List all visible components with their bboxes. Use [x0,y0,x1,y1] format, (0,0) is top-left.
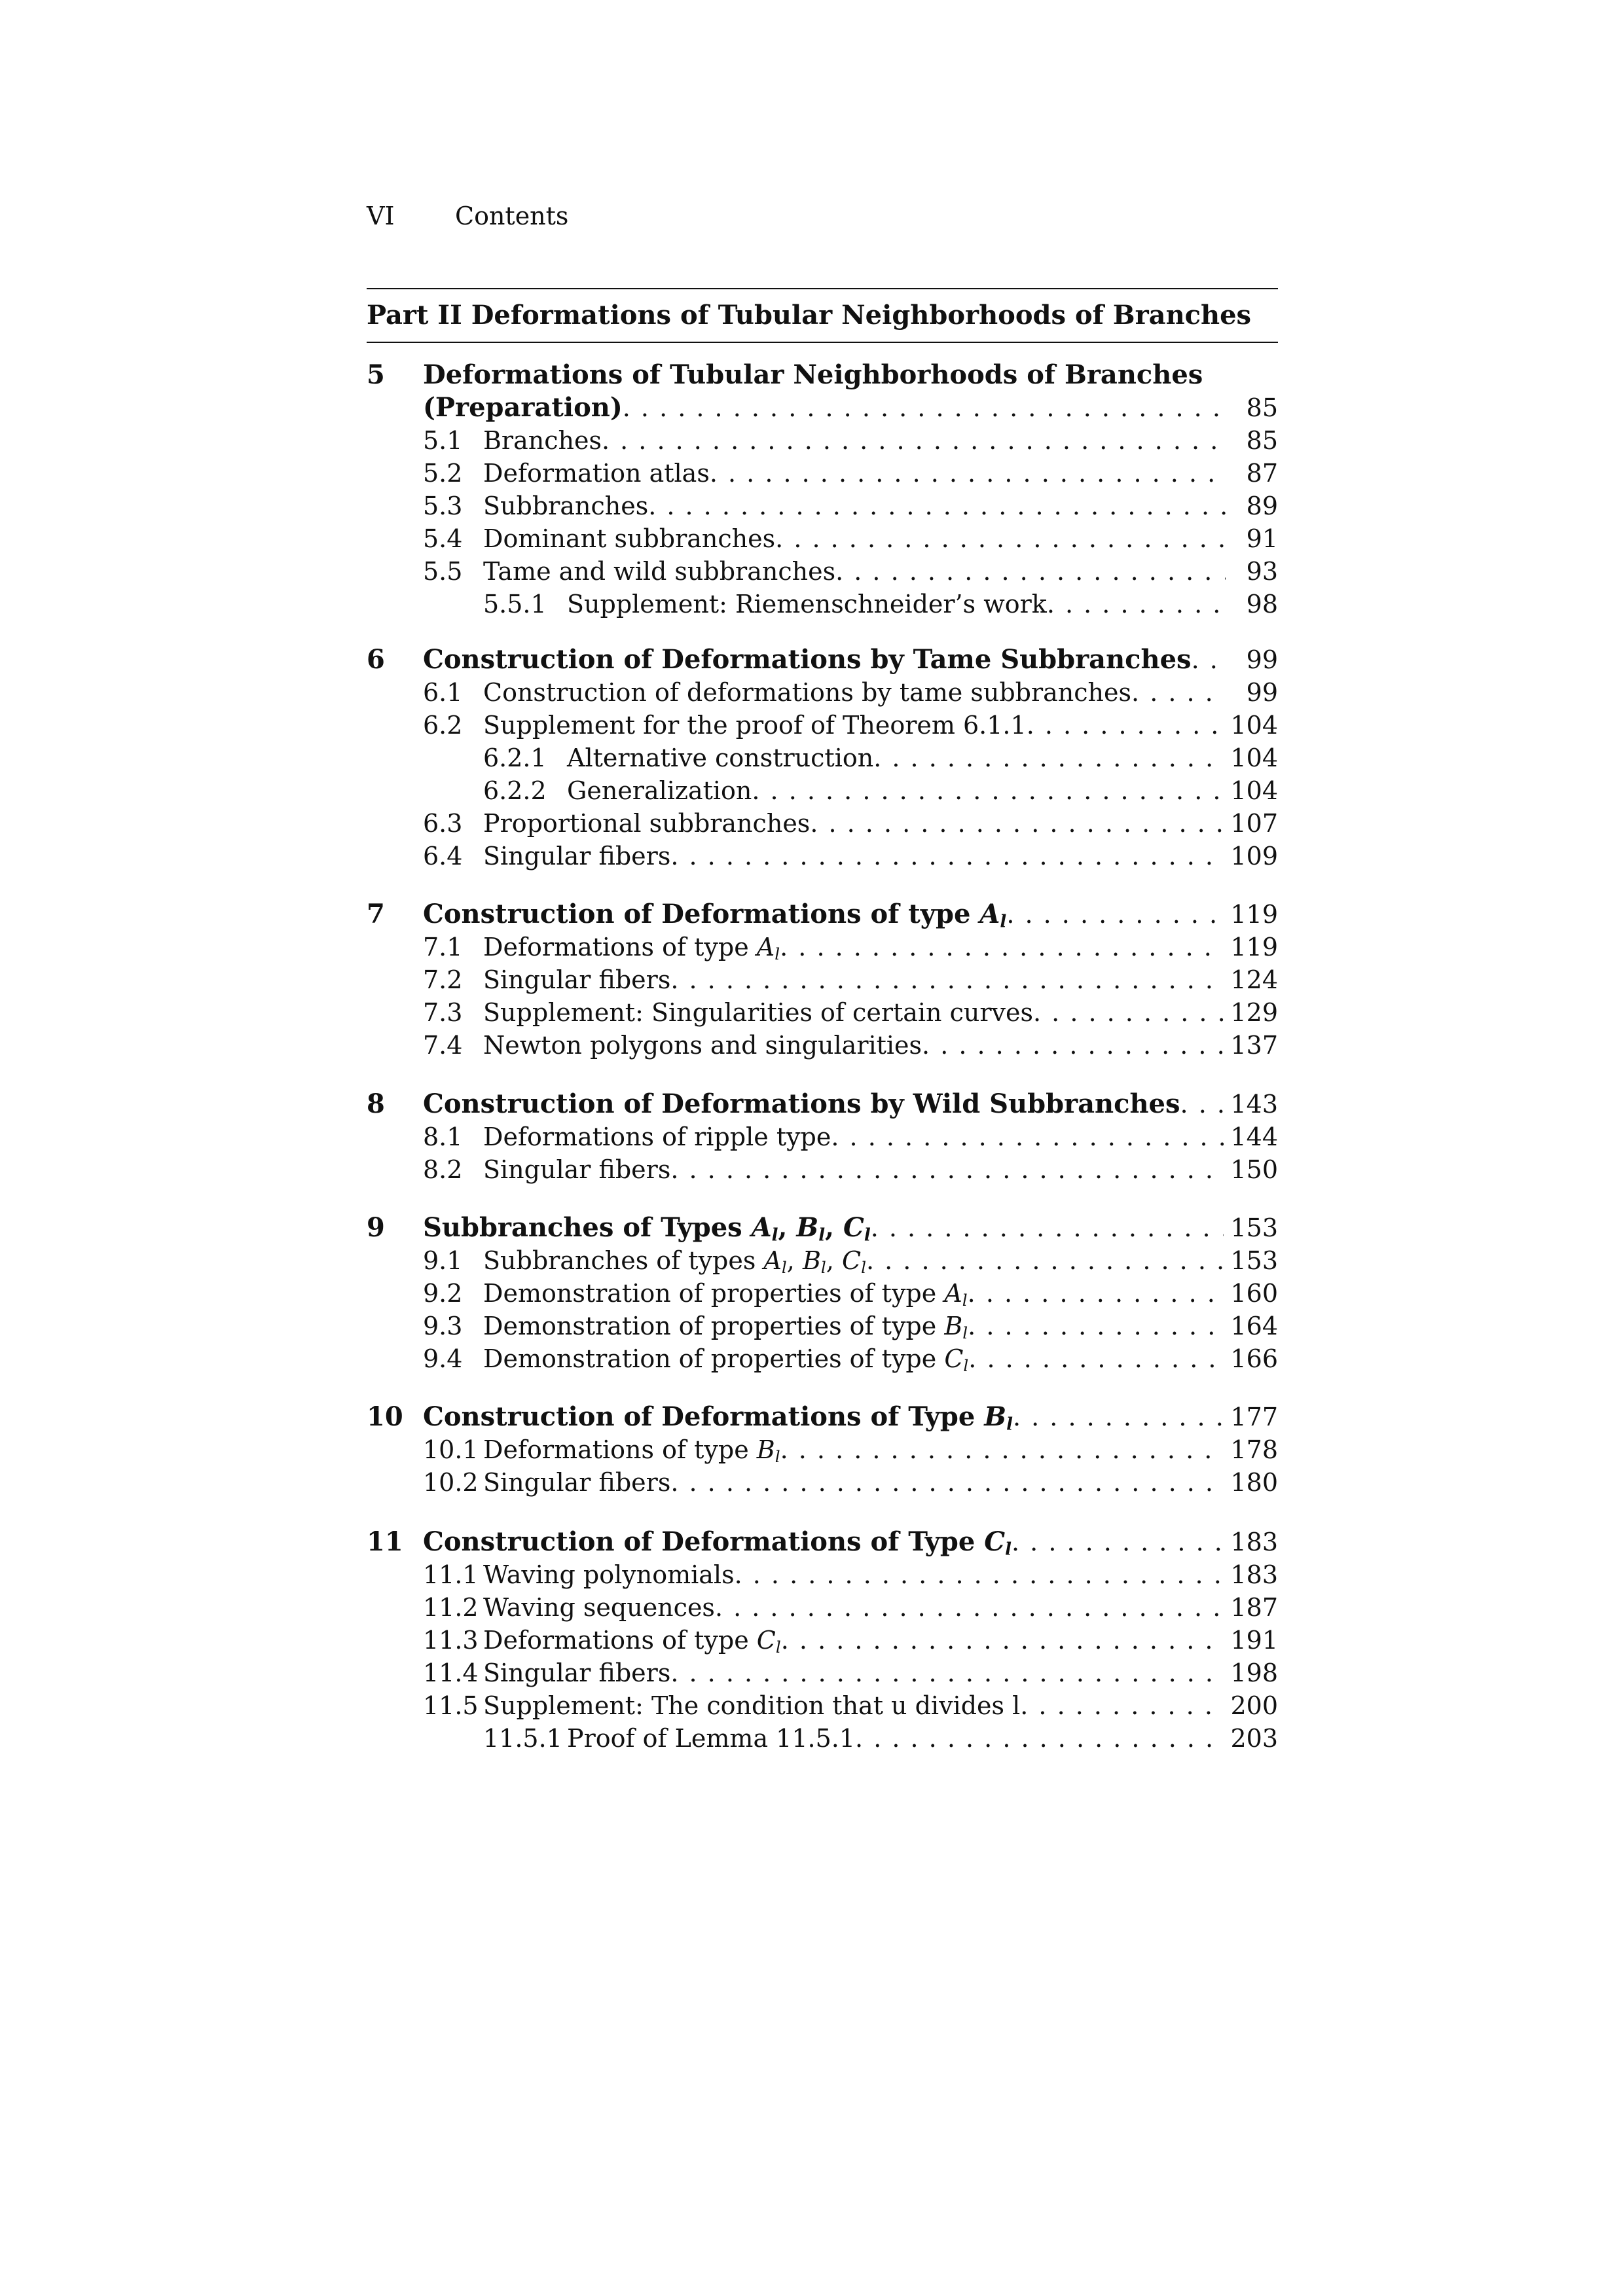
page-ref: 153 [1230,1213,1278,1242]
section-row [367,1153,1278,1186]
page-ref: 164 [1230,1312,1278,1340]
entry-line [483,1029,1278,1062]
leader-dots [866,1244,1224,1277]
page-ref: 178 [1230,1435,1278,1464]
page-ref: 198 [1230,1659,1278,1687]
entry-title: Construction of Deformations of Type $B_l$ [423,1401,1013,1435]
section-number: 6.1 [423,678,463,707]
entry-line [483,490,1278,522]
entry-title: Supplement: Riemenschneider’s work [567,590,1047,619]
entry-title: Construction of Deformations of type $A_l$ [423,899,1007,932]
entry-line [483,709,1278,742]
section-number: 5.4 [423,524,463,553]
entry-title: Construction of Deformations of Type $C_l$ [423,1526,1012,1560]
section-row [367,490,1278,522]
leader-dots [735,1558,1224,1591]
section-number: 9.2 [423,1279,463,1308]
leader-dots [670,1466,1224,1499]
leader-dots [871,1211,1224,1244]
leader-dots [710,457,1226,490]
running-title: Contents [455,202,569,230]
chapter-number: 9 [367,1212,385,1243]
page-ref: 119 [1230,933,1278,961]
chapter-number: 6 [367,644,385,675]
math-variable: $A_l$ [756,933,780,964]
section-row [367,931,1278,963]
section-number: 5.3 [423,492,463,520]
entry-line [423,1088,1278,1121]
math-subscript: l [962,1323,968,1343]
entry-title: Alternative construction [567,744,874,772]
entry-title: Proof of Lemma 11.5.1 [567,1724,856,1753]
section-row [367,1466,1278,1499]
subsection-row [367,1722,1278,1755]
math-subscript: l [775,944,780,964]
section-row [367,1310,1278,1342]
page-ref: 89 [1246,492,1278,520]
subsection-row [367,774,1278,807]
page-ref: 85 [1246,393,1278,422]
leader-dots [968,1277,1224,1310]
section-row [367,840,1278,872]
entry-title: Demonstration of properties of type $B_l$ [483,1312,968,1343]
section-number: 7.2 [423,965,463,994]
section-row [367,1624,1278,1657]
leader-dots [780,1433,1224,1466]
math-subscript: l [781,1258,787,1278]
leader-dots [968,1310,1224,1342]
leader-dots [775,522,1226,555]
entry-title: Singular fibers [483,965,671,994]
chapter-number: 7 [367,899,385,929]
entry-title: Deformations of type $A_l$ [483,933,780,964]
page-ref: 93 [1246,557,1278,586]
section-row [367,807,1278,840]
math-subscript: l [1005,1539,1012,1560]
section-row [367,1342,1278,1375]
page-ref: 160 [1230,1279,1278,1308]
subsection-row [367,742,1278,774]
entry-line [423,1526,1278,1558]
chapter-number: 11 [367,1526,403,1557]
leader-dots [1027,709,1224,742]
section-number: 6.3 [423,809,463,838]
section-row [367,1591,1278,1624]
section-number: 8.1 [423,1122,463,1151]
leader-dots [1180,1088,1224,1121]
entry-line [483,1342,1278,1375]
math-subscript: l [864,1225,871,1246]
entry-line [483,840,1278,872]
section-number: 11.5.1 [483,1724,562,1753]
entry-title: Construction of Deformations by Tame Subbranches [423,644,1192,675]
section-number: 7.3 [423,998,463,1027]
entry-title: Dominant subbranches [483,524,776,553]
chapter-row [367,1526,1278,1558]
leader-dots [1020,1689,1224,1722]
leader-dots [670,840,1224,872]
section-row [367,676,1278,709]
leader-dots [968,1342,1224,1375]
math-variable: $C_l$ [841,1246,866,1278]
entry-title: Proportional subbranches [483,809,811,838]
leader-dots [670,963,1224,996]
math-subscript: l [1006,1414,1013,1435]
math-variable: $B_l$ [944,1312,968,1343]
page-ref: 200 [1230,1691,1278,1720]
entry-line [483,996,1278,1029]
leader-dots [810,807,1224,840]
chapter-number: 8 [367,1088,385,1119]
page-ref: 104 [1230,711,1278,740]
page-ref: 99 [1246,645,1278,674]
leader-dots [831,1121,1224,1153]
entry-line [483,1310,1278,1342]
entry-title: Supplement: Singularities of certain curves [483,998,1033,1027]
section-number: 5.1 [423,426,463,455]
page-ref: 87 [1246,459,1278,488]
section-number: 6.2.2 [483,776,547,805]
math-variable: $B_l$ [756,1435,780,1467]
entry-line [483,676,1278,709]
leader-dots [873,742,1224,774]
entry-line [483,1624,1278,1657]
chapter-row [367,1401,1278,1433]
leader-dots [855,1722,1224,1755]
entry-title: Deformations of ripple type [483,1122,831,1151]
entry-title: Subbranches [483,492,649,520]
entry-line [423,898,1278,931]
page-ref: 177 [1230,1403,1278,1431]
chapter-number: 5 [367,359,385,390]
leader-dots [1131,676,1226,709]
section-row [367,1689,1278,1722]
entry-line [423,1401,1278,1433]
math-variable: $C_l$ [756,1626,781,1657]
entry-line [483,522,1278,555]
page-ref: 203 [1230,1724,1278,1753]
entry-title: Construction of Deformations by Wild Subbranches [423,1088,1180,1119]
section-number: 9.3 [423,1312,463,1340]
page-ref: 187 [1230,1593,1278,1622]
entry-title: Subbranches of types $A_l$, $B_l$, $C_l$ [483,1246,866,1278]
section-row [367,1558,1278,1591]
leader-dots [670,1657,1224,1689]
page-ref: 137 [1230,1031,1278,1060]
entry-title: Branches [483,426,602,455]
leader-dots [781,1624,1224,1657]
section-row [367,1244,1278,1277]
page-ref: 109 [1230,842,1278,870]
entry-title: Deformations of type $B_l$ [483,1435,780,1467]
entry-line [483,1433,1278,1466]
section-row [367,996,1278,1029]
entry-title: Generalization [567,776,752,805]
entry-title: Waving sequences [483,1593,715,1622]
section-row [367,1029,1278,1062]
math-subscript: l [1000,912,1007,932]
leader-dots [648,490,1226,522]
section-number: 10.2 [423,1468,479,1497]
entry-title: Subbranches of Types $A_l$, $B_l$, $C_l$ [423,1212,871,1246]
entry-line [483,1277,1278,1310]
page-ref: 191 [1230,1626,1278,1655]
leader-dots [1047,588,1226,620]
entry-line [423,391,1278,424]
math-subscript: l [775,1638,781,1657]
page-ref: 104 [1230,776,1278,805]
math-variable: $A_l$ [763,1246,787,1278]
section-row [367,555,1278,588]
entry-title: Construction of deformations by tame subbranches [483,678,1132,707]
leader-dots [1192,643,1226,676]
section-row [367,522,1278,555]
page-ref: 99 [1246,678,1278,707]
page-ref: 124 [1230,965,1278,994]
page-ref: 119 [1230,900,1278,929]
entry-line [483,1558,1278,1591]
section-number: 6.2 [423,711,463,740]
chapter-row [367,898,1278,931]
chapter-row [367,1211,1278,1244]
section-row [367,963,1278,996]
section-row [367,457,1278,490]
section-number: 7.4 [423,1031,463,1060]
entry-title: Demonstration of properties of type $C_l$ [483,1344,969,1376]
entry-line [483,555,1278,588]
entry-title: Singular fibers [483,1155,671,1184]
chapter-row [367,643,1278,676]
section-number: 7.1 [423,933,463,961]
page-ref: 98 [1246,590,1278,619]
page-ref: 180 [1230,1468,1278,1497]
leader-dots [780,931,1224,963]
part-title: Part II Deformations of Tubular Neighborhoods of Branches [367,300,1252,331]
page-ref: 143 [1230,1090,1278,1119]
math-subscript: l [775,1447,780,1467]
section-number: 11.1 [423,1560,479,1589]
math-variable: $A_l$ [751,1212,778,1246]
section-number: 11.2 [423,1593,479,1622]
entry-line [423,643,1278,676]
page-ref: 104 [1230,744,1278,772]
page-ref: 144 [1230,1122,1278,1151]
entry-line [483,1244,1278,1277]
page-ref: 166 [1230,1344,1278,1373]
chapter-row [367,391,1278,424]
section-row [367,1433,1278,1466]
page-number: VI [367,202,395,230]
entry-line [483,1121,1278,1153]
entry-line [483,931,1278,963]
math-subscript: l [861,1258,866,1278]
page-ref: 150 [1230,1155,1278,1184]
section-row [367,709,1278,742]
chapter-row [367,359,1278,391]
math-subscript: l [963,1356,969,1376]
leader-dots [715,1591,1224,1624]
entry-line [483,1466,1278,1499]
entry-line [483,963,1278,996]
leader-dots [1006,898,1224,931]
entry-title: Newton polygons and singularities [483,1031,922,1060]
entry-title: Supplement for the proof of Theorem 6.1.1 [483,711,1027,740]
leader-dots [835,555,1226,588]
section-number: 8.2 [423,1155,463,1184]
entry-title: Singular fibers [483,842,671,870]
math-variable: $B_l$ [796,1212,826,1246]
section-number: 5.5.1 [483,590,547,619]
section-number: 5.5 [423,557,463,586]
chapter-title-line: Deformations of Tubular Neighborhoods of Branches [423,359,1203,390]
section-number: 5.2 [423,459,463,488]
leader-dots [922,1029,1224,1062]
entry-title: Waving polynomials [483,1560,735,1589]
page-ref: 107 [1230,809,1278,838]
leader-dots [623,391,1226,424]
section-number: 6.2.1 [483,744,547,772]
math-subscript: l [818,1225,826,1246]
section-row [367,1657,1278,1689]
leader-dots [1012,1526,1224,1558]
page-ref: 153 [1230,1246,1278,1275]
section-number: 6.4 [423,842,463,870]
entry-line [567,588,1278,620]
entry-line [483,1153,1278,1186]
entry-title: Singular fibers [483,1659,671,1687]
chapter-number: 10 [367,1401,403,1432]
entry-line [483,424,1278,457]
math-variable: $A_l$ [979,899,1007,932]
section-number: 11.3 [423,1626,479,1655]
page-ref: 91 [1246,524,1278,553]
math-variable: $B_l$ [802,1246,826,1278]
entry-title: Demonstration of properties of type $A_l$ [483,1279,968,1310]
entry-line [483,807,1278,840]
section-number: 9.1 [423,1246,463,1275]
entry-line [483,1657,1278,1689]
section-row [367,1277,1278,1310]
leader-dots [752,774,1224,807]
math-variable: $B_l$ [984,1401,1013,1435]
entry-title: Tame and wild subbranches [483,557,836,586]
section-number: 10.1 [423,1435,479,1464]
leader-dots [670,1153,1224,1186]
math-variable: $C_l$ [843,1212,871,1246]
table-of-contents [367,0,1278,2296]
entry-line [483,1591,1278,1624]
page-ref: 129 [1230,998,1278,1027]
entry-title: Supplement: The condition that u divides l [483,1691,1021,1720]
section-number: 9.4 [423,1344,463,1373]
math-variable: $C_l$ [984,1526,1012,1560]
chapter-row [367,1088,1278,1121]
math-variable: $C_l$ [944,1344,969,1376]
leader-dots [1013,1401,1224,1433]
section-number: 11.5 [423,1691,479,1720]
entry-line [423,1211,1278,1244]
page-ref: 183 [1230,1528,1278,1556]
entry-line [483,1689,1278,1722]
entry-title: Deformations of type $C_l$ [483,1626,781,1657]
entry-line [567,774,1278,807]
section-row [367,1121,1278,1153]
subsection-row [367,588,1278,620]
entry-line [567,1722,1278,1755]
entry-title: Deformation atlas [483,459,710,488]
entry-title: Singular fibers [483,1468,671,1497]
math-subscript: l [771,1225,778,1246]
leader-dots [1033,996,1224,1029]
math-variable: $A_l$ [944,1279,968,1310]
section-number: 11.4 [423,1659,479,1687]
math-subscript: l [962,1291,968,1310]
entry-title: (Preparation) [423,392,623,423]
entry-line [567,742,1278,774]
section-row [367,424,1278,457]
page-ref: 183 [1230,1560,1278,1589]
leader-dots [602,424,1226,457]
page-ref: 85 [1246,426,1278,455]
math-subscript: l [820,1258,826,1278]
entry-line [483,457,1278,490]
